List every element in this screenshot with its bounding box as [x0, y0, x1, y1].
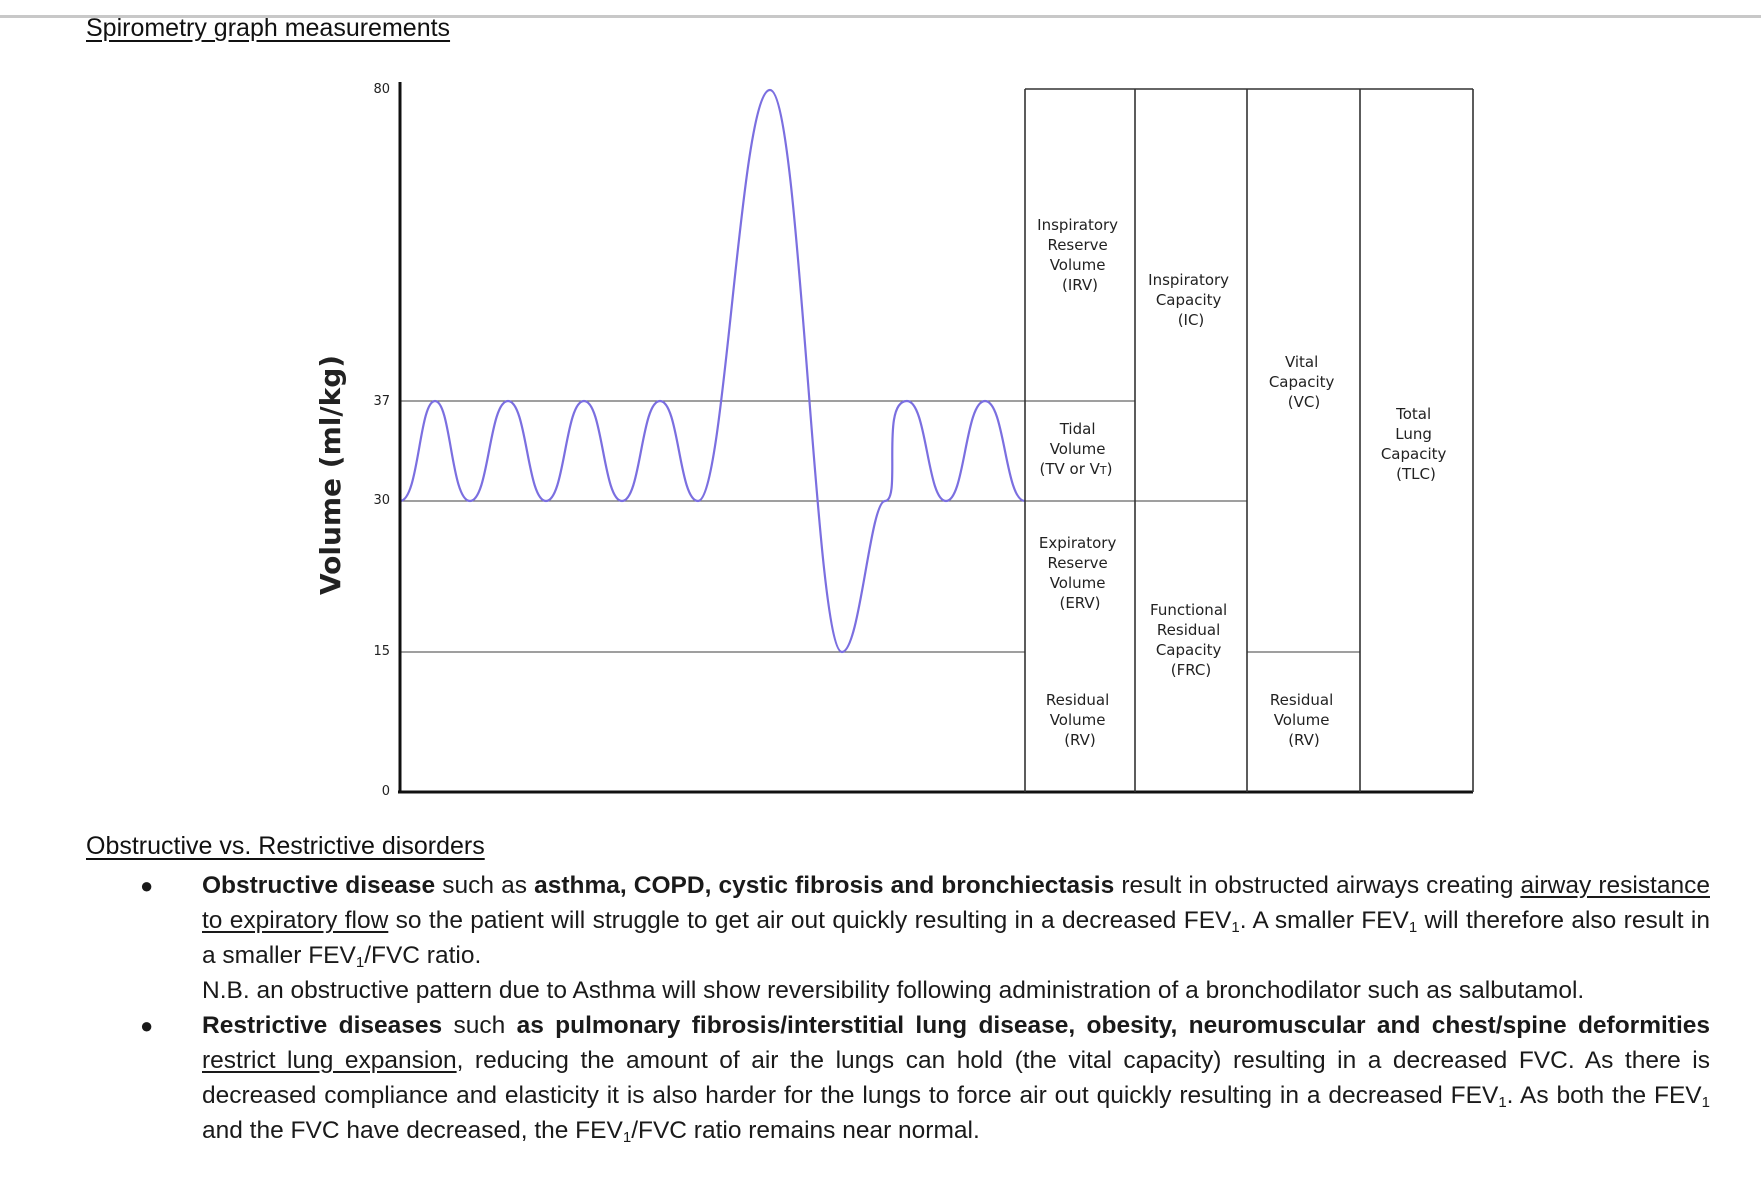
rv-label-col3: Residual Volume (RV) — [1269, 691, 1334, 749]
graph-section-heading: Spirometry graph measurements — [86, 14, 451, 42]
frc-label: Functional Residual Capacity (FRC) — [1150, 601, 1228, 679]
y-tick-label: 80 — [373, 82, 390, 97]
list-item-obstructive — [140, 868, 1710, 1008]
y-tick-label: 37 — [373, 394, 390, 409]
y-axis-label: Volume (ml/kg) — [314, 354, 347, 596]
bullet-dot: ● — [140, 873, 154, 898]
disorders-list — [140, 868, 1710, 1148]
disorders-section-heading: Obstructive vs. Restrictive disorders — [86, 832, 485, 860]
ic-label: Inspiratory Capacity (IC) — [1148, 271, 1230, 329]
tlc-label: Total Lung Capacity (TLC) — [1380, 405, 1447, 483]
tidal-volume-label: Tidal Volume (TV or VT) — [1039, 420, 1113, 478]
irv-label: Inspiratory Reserve Volume (IRV) — [1037, 216, 1119, 294]
rv-label-col1: Residual Volume (RV) — [1045, 691, 1110, 749]
list-item-restrictive — [140, 1008, 1710, 1148]
volume-trace-line — [400, 90, 1025, 652]
asthma-note: N.B. an obstructive pattern due to Asthma will show reversibility following administration of a bronchodilator such as salbutamol. — [202, 977, 1585, 1004]
bullet-dot: ● — [140, 1013, 154, 1038]
airway-resistance-underline: airway resistance to expiratory flow — [202, 872, 1710, 934]
y-tick-label: 15 — [373, 644, 390, 659]
y-tick-label: 30 — [373, 493, 390, 508]
y-tick-label: 0 — [381, 784, 390, 799]
restrictive-paragraph: Restrictive diseases such as pulmonary fibrosis/interstitial lung disease, obesity, neuromuscular and chest/spine deformities restrict lung expansion, reducing the amount of air the lungs can hold (the vital capacity) resulting in a decreased FVC. As there is decreased compliance and elasticity it is also harder for the lungs to force air out quickly resulting in a decreased $FEV_1$. As both the $FEV_1$ and the FVC have decreased, the $FEV_1$/FVC ratio remains near normal. — [202, 1012, 1710, 1146]
restrict-expansion-underline: restrict lung expansion — [202, 1047, 457, 1074]
vc-label: Vital Capacity (VC) — [1268, 353, 1335, 411]
erv-label: Expiratory Reserve Volume (ERV) — [1038, 534, 1117, 612]
obstructive-paragraph: Obstructive disease such as asthma, COPD, cystic fibrosis and bronchiectasis result in obstructed airways creating airway resistance to expiratory flow so the patient will struggle to get air out quickly resulting in a decreased $FEV_1$. A smaller $FEV_1$ will therefore also result in a smaller $FEV_1$/FVC ratio. — [202, 872, 1711, 971]
